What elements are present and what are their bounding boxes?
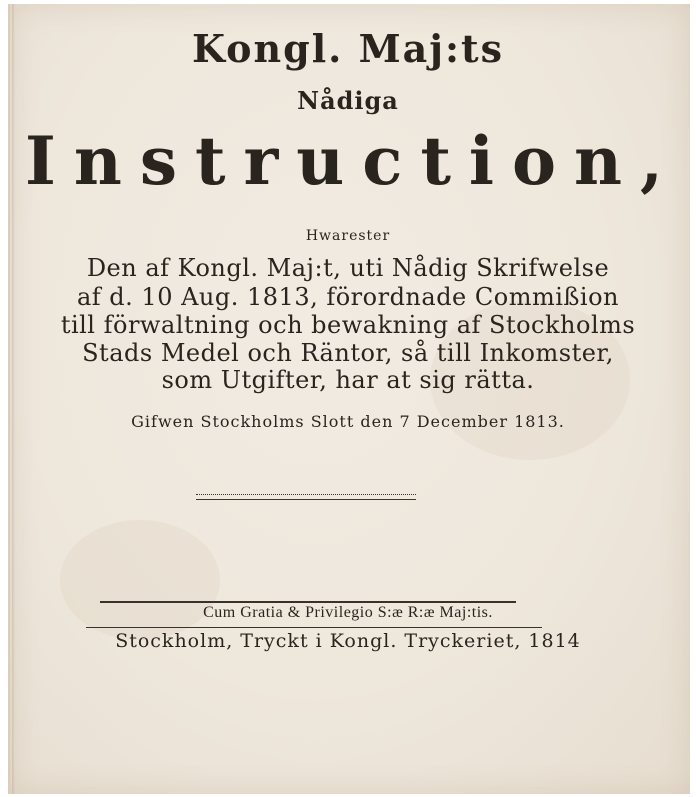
title-line-2: Nådiga — [297, 86, 399, 115]
subtitle: Hwarester — [305, 228, 391, 244]
body-line: af d. 10 Aug. 1813, förordnade Commißion — [76, 283, 620, 311]
privilege-line: Cum Gratia & Privilegio S:æ R:æ Maj:tis. — [203, 604, 493, 621]
main-title: Instruction, — [25, 122, 681, 200]
body-line: som Utgifter, har at sig rätta. — [161, 366, 535, 394]
title-line-1: Kongl. Maj:ts — [191, 26, 505, 71]
ornamental-divider — [196, 494, 416, 500]
middle-rule — [86, 627, 542, 628]
top-rule — [100, 601, 516, 603]
dateline: Gifwen Stockholms Slott den 7 December 1813. — [131, 412, 565, 431]
imprint-line: Stockholm, Tryckt i Kongl. Tryckeriet, 1814 — [115, 630, 581, 652]
body-line: Stads Medel och Räntor, så till Inkomster, — [82, 339, 614, 367]
body-line: till förwaltning och bewakning af Stockholms — [60, 311, 636, 339]
body-line: Den af Kongl. Maj:t, uti Nådig Skrifwelse — [86, 254, 610, 282]
paper-stain — [60, 520, 220, 640]
